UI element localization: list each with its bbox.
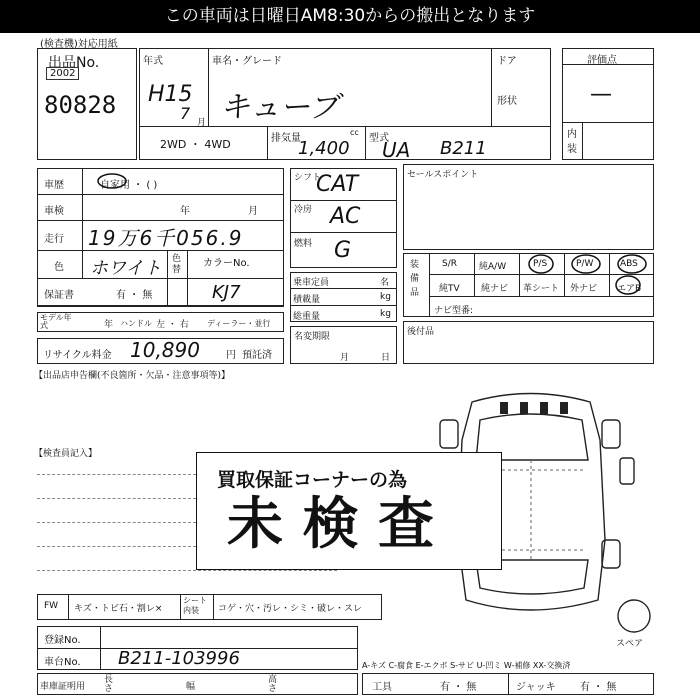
- handle-value: 左 ・ 右: [156, 320, 189, 330]
- equip-navi: 純ナビ: [481, 284, 509, 294]
- sales-point-label: セールスポイント: [407, 170, 479, 180]
- jack-value: 有 ・ 無: [580, 682, 617, 693]
- chassis-label: 車台No.: [44, 657, 81, 668]
- seller-notes-label: 【出品店申告欄(不良箇所・欠品・注意事項等)】: [34, 371, 231, 381]
- dealer-label: ディーラー・並行: [207, 319, 271, 328]
- cooler-value: AC: [330, 204, 361, 229]
- warranty-value: 有 ・ 無: [116, 290, 153, 301]
- year-value: H15: [148, 82, 193, 107]
- recycle-value: 10,890: [130, 338, 200, 362]
- recycle-status: 預託済: [242, 350, 272, 361]
- handle-label: ハンドル: [120, 319, 152, 328]
- color-label: 色: [54, 262, 64, 273]
- post-fit-box: [403, 321, 654, 364]
- equip-sr: S/R: [442, 259, 457, 269]
- displacement-value: 1,400: [298, 138, 350, 159]
- color-code-value: KJ7: [212, 282, 241, 303]
- name-label: 車名・グレード: [212, 56, 282, 67]
- recycle-label: リサイクル料金: [43, 350, 112, 361]
- fuel-label: 燃料: [294, 239, 313, 249]
- stamp-line2: 未 検 査: [227, 492, 434, 557]
- shift-value: CAT: [316, 172, 359, 197]
- name-change-month: 月: [340, 353, 350, 363]
- load-unit: kg: [380, 292, 391, 302]
- inspection-label: 車検: [44, 206, 64, 217]
- shape-label: 形状: [497, 96, 517, 107]
- equip-ps: P/S: [533, 259, 548, 269]
- chassis-value: B211-103996: [118, 648, 240, 669]
- equip-ext-navi: 外ナビ: [570, 284, 598, 294]
- seat-label: シート内装: [183, 596, 207, 615]
- model-value: B211: [440, 138, 487, 159]
- navi-label: ナビ型番:: [434, 306, 474, 316]
- cooler-label: 冷房: [294, 205, 313, 215]
- garage-cert-label: 車庫証明用: [40, 682, 86, 692]
- fw-label: FW: [44, 601, 59, 611]
- inspection-year: 年: [180, 206, 190, 217]
- inspector-notes-label: 【検査員記入】: [34, 449, 98, 459]
- lot-number: 80828: [44, 91, 117, 119]
- month-unit: 月: [197, 118, 207, 128]
- cert-width: 幅: [186, 682, 196, 692]
- spare-label: スペア: [616, 639, 644, 649]
- stamp-box: [196, 452, 502, 570]
- post-fit-label: 後付品: [407, 327, 435, 337]
- equip-leather: 革シート: [523, 284, 560, 294]
- cert-length: 長さ: [104, 675, 114, 694]
- name-change-label: 名変期限: [294, 332, 331, 342]
- total-weight-label: 総重量: [293, 312, 321, 322]
- tools-label: 工具: [372, 682, 392, 693]
- equip-pw: P/W: [576, 259, 594, 269]
- total-weight-unit: kg: [380, 309, 391, 319]
- jack-label: ジャッキ: [516, 682, 556, 693]
- year-label: 年式: [143, 56, 163, 67]
- lot-box: [37, 48, 137, 160]
- cert-height: 高さ: [268, 675, 278, 694]
- color-value: ホワイト: [90, 258, 162, 279]
- history-value: 自家用 ・ ( ): [100, 180, 158, 191]
- mileage-value: 19万6千056.9: [88, 226, 244, 250]
- displacement-unit: cc: [350, 128, 359, 137]
- damage-codes: キズ・トビ石・割レ×: [74, 604, 163, 614]
- model-year-unit: 年: [104, 320, 114, 330]
- model-year-label: モデル年式: [40, 313, 72, 330]
- name-value: キューブ: [220, 90, 339, 125]
- month-value: 7: [180, 104, 191, 123]
- equip-tv: 純TV: [439, 284, 460, 294]
- tools-value: 有 ・ 無: [440, 682, 477, 693]
- registration-label: 登録No.: [44, 635, 81, 646]
- shift-label: シフト: [294, 173, 322, 183]
- top-banner: この車両は日曜日AM8:30からの搬出となります: [0, 0, 700, 33]
- displacement-label: 排気量: [271, 133, 301, 144]
- capacity-unit: 名: [380, 278, 390, 288]
- interior-label: 内装: [567, 129, 577, 155]
- lot-year: 2002: [46, 67, 79, 80]
- inspection-month: 月: [248, 206, 258, 217]
- name-change-day: 日: [381, 353, 391, 363]
- seat-damage-codes: コゲ・穴・汚レ・シミ・破レ・スレ: [218, 604, 363, 614]
- score-label: 評価点: [587, 55, 617, 66]
- equip-abs: ABS: [620, 259, 638, 269]
- model-prefix: UA: [382, 138, 411, 162]
- defect-codes: A-キズ C-腐食 E-エクボ S-サビ U-凹ミ W-補修 XX-交換済: [362, 661, 571, 670]
- fuel-value: G: [334, 238, 352, 263]
- form-label: (検査機)対応用紙: [40, 39, 118, 50]
- equip-airbag: エアB: [617, 284, 642, 294]
- warranty-label: 保証書: [44, 290, 74, 301]
- equipment-label: 装備品: [410, 260, 420, 298]
- door-label: ドア: [497, 56, 517, 67]
- color-code-label: カラーNo.: [203, 258, 250, 269]
- capacity-label: 乗車定員: [293, 278, 330, 288]
- model-label: 型式: [369, 133, 389, 144]
- history-label: 車歴: [44, 180, 64, 191]
- recycle-unit: 円: [226, 350, 236, 361]
- mileage-label: 走行: [44, 234, 64, 245]
- load-label: 積載量: [293, 295, 321, 305]
- equip-aw: 純A/W: [479, 262, 507, 272]
- score-value: —: [590, 82, 612, 107]
- lot-label: 出品No.: [48, 55, 100, 71]
- drive-options: 2WD ・ 4WD: [160, 138, 231, 151]
- stamp-line1: 買取保証コーナーの為: [217, 469, 408, 491]
- garage-cert-box: [37, 673, 358, 695]
- color-change-label: 色替: [172, 254, 182, 275]
